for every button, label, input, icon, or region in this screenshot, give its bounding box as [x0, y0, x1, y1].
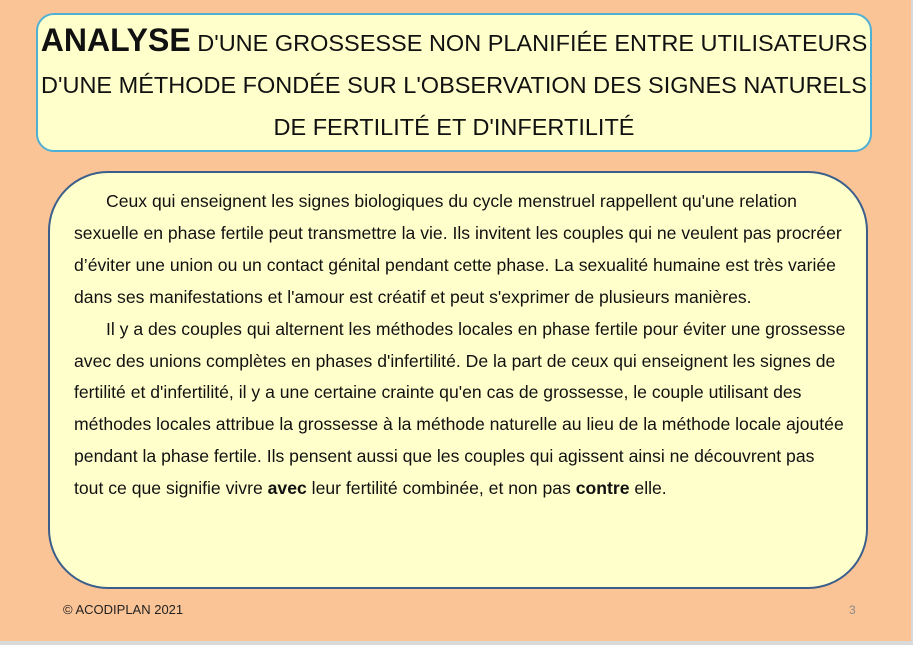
paragraph-2-text-c: elle.	[629, 478, 667, 499]
title-box	[36, 13, 872, 152]
title-rest: D'UNE GROSSESSE NON PLANIFIÉE ENTRE UTILISATEURS D'UNE MÉTHODE FONDÉE SUR L'OBSERVATION DES SIGNES NATURELS DE FERTILITÉ ET D'INFERTILITÉ	[41, 30, 868, 140]
paragraph-2-text-b: leur fertilité combinée, et non pas	[306, 478, 576, 499]
paragraph-2-text-a: Il y a des couples qui alternent les méthodes locales en phase fertile pour éviter une grossesse avec des unions complètes en phases d'infertilité. De la part de ceux qui enseignent les signes de fertilité et d'infertilité, il y a une certaine crainte qu'en cas de grossesse, le couple utilisant des méthodes locales attribue la grossesse à la méthode naturelle au lieu de la méthode locale ajoutée pendant la phase fertile. Ils pensent aussi que les couples qui agissent ainsi ne découvrent pas tout ce que signifie vivre	[74, 318, 846, 499]
copyright-footer: © ACODIPLAN 2021	[63, 602, 184, 617]
paragraph-2-bold-avec: avec	[267, 478, 307, 499]
paragraph-1: Ceux qui enseignent les signes biologiques du cycle menstruel rappellent qu'une relation sexuelle en phase fertile peut transmettre la vie. Ils invitent les couples qui ne veulent pas procréer d’éviter une union ou un contact génital pendant cette phase. La sexualité humaine est très variée dans ses manifestations et l'amour est créatif et peut s'exprimer de plusieurs manières.	[74, 191, 842, 307]
paragraph-2-bold-contre: contre	[575, 478, 630, 499]
title-strong: ANALYSE	[40, 22, 191, 58]
paragraph-2	[74, 314, 846, 505]
body-box	[48, 171, 868, 589]
page-number: 3	[849, 603, 856, 617]
